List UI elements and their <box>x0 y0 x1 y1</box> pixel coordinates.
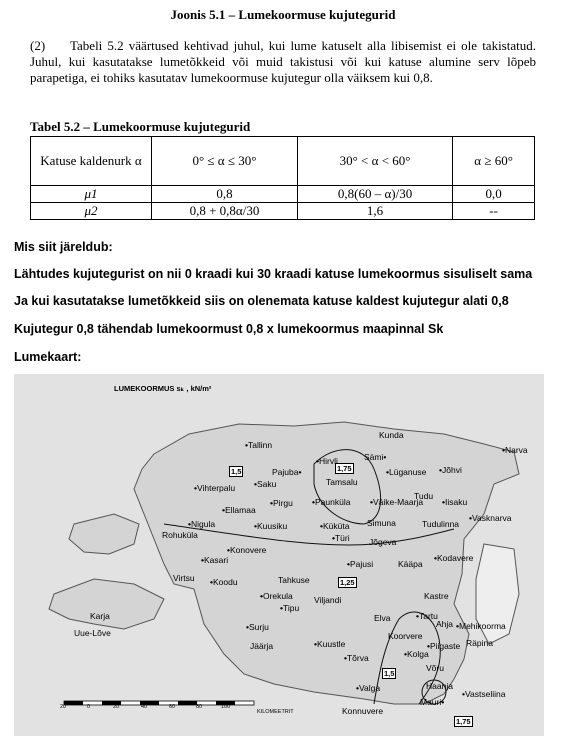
place-label: •Valga <box>356 683 381 693</box>
place-label: Kastre <box>424 591 449 601</box>
map-legend-title: LUMEKOORMUS sₖ , kN/m² <box>114 384 212 393</box>
place-label: Sämi• <box>364 452 387 462</box>
zone-value-badge: 1,5 <box>231 467 242 476</box>
place-label: •Narva <box>502 445 528 455</box>
table-cell: -- <box>453 203 535 220</box>
place-label: Karja <box>90 611 110 621</box>
place-label: •Türi <box>332 533 350 543</box>
place-label: Võru <box>426 663 444 673</box>
scale-tick-label: 20 <box>113 704 120 710</box>
zone-value-badge: 1,5 <box>384 669 395 678</box>
place-label: •Iisaku <box>442 497 468 507</box>
place-label: •Ellamaa <box>222 505 256 515</box>
table-header-cell: 0° ≤ α ≤ 30° <box>152 137 298 186</box>
place-label: Haanja <box>426 681 453 691</box>
table-cell: 0,8 + 0,8α/30 <box>152 203 298 220</box>
table-cell: μ2 <box>31 203 152 220</box>
note-line: Lähtudes kujutegurist on nii 0 kraadi kui 30 kraadi katuse lumekoormus sisuliselt sama <box>14 267 533 281</box>
place-label: •Pajusi <box>347 559 374 569</box>
place-label: Räpina <box>466 638 493 648</box>
place-label: Jäärja <box>250 641 274 651</box>
scale-bar-segment <box>178 701 197 705</box>
place-label: •Orekula <box>260 591 293 601</box>
table-header-row <box>31 137 535 186</box>
place-label: •Kuusiku <box>254 521 288 531</box>
coefficient-table <box>30 136 535 220</box>
scale-tick-label: 60 <box>169 704 176 710</box>
place-label: Simuna <box>367 518 396 528</box>
place-label: •Vasknarva <box>469 513 512 523</box>
place-label: Viljandi <box>314 595 342 605</box>
place-label: •Lüganuse <box>386 467 427 477</box>
place-label: •Tõrva <box>344 653 369 663</box>
table-header-cell: 30° < α < 60° <box>297 137 452 186</box>
island-hiiumaa <box>69 514 139 554</box>
scale-tick-label: 80 <box>196 704 203 710</box>
paragraph-number: (2) <box>30 38 46 53</box>
place-label: •Hirvli <box>316 456 338 466</box>
place-label: Mauri• <box>420 697 445 707</box>
table-header-cell: Katuse kaldenurk α <box>31 137 152 186</box>
place-label: Pajuba• <box>272 467 302 477</box>
place-label: Elva <box>374 613 391 623</box>
place-label: •Vihterpalu <box>194 483 236 493</box>
note-line: Lumekaart: <box>14 350 82 364</box>
place-label: Tamsalu <box>326 477 358 487</box>
place-label: •Paunküla <box>312 497 351 507</box>
table-cell: μ1 <box>31 186 152 203</box>
paragraph-text: Tabeli 5.2 väärtused kehtivad juhul, kui lume katuselt alla libisemist ei ole takistatud. Juhul, kui kasutatakse lumetõkkeid või muid takistusi või kui katuse alumine serv lõpeb parapetiga, ei tohiks kasutatav lumekoormuse kujutegur olla väiksem kui 0,8. <box>30 38 536 85</box>
place-label: •Piigaste <box>427 641 461 651</box>
table-row <box>31 203 535 220</box>
scale-tick-label: 40 <box>141 704 148 710</box>
place-label: •Väike-Maarja <box>370 497 424 507</box>
note-line: Mis siit järeldub: <box>14 240 113 254</box>
place-label: Virtsu <box>173 573 195 583</box>
place-label: •Tartu <box>416 611 438 621</box>
place-label: •Tipu <box>280 603 300 613</box>
place-label: Ahja <box>436 619 454 629</box>
note-line: Ja kui kasutatakse lumetõkkeid siis on olenemata katuse kaldest kujutegur alati 0,8 <box>14 294 509 308</box>
scale-unit-label: KILOMEETRIT <box>257 709 294 715</box>
scale-tick-label: 20 <box>60 704 67 710</box>
place-label: •Tallinn <box>245 440 273 450</box>
place-label: Rohuküla <box>162 530 198 540</box>
note-line: Kujutegur 0,8 tähendab lumekoormust 0,8 x lumekoormus maapinnal Sk <box>14 322 444 336</box>
table-cell: 1,6 <box>297 203 452 220</box>
paragraph <box>30 38 536 86</box>
place-label: Jõgeva <box>369 537 397 547</box>
place-label: •Kasari <box>201 555 229 565</box>
place-label: •Mehikoorma <box>456 621 506 631</box>
place-label: •Kodavere <box>434 553 474 563</box>
island-saaremaa <box>49 579 164 629</box>
place-label: •Pirgu <box>270 498 293 508</box>
table-header-cell: α ≥ 60° <box>453 137 535 186</box>
place-label: Konnuvere <box>342 706 384 716</box>
snow-load-map <box>14 374 544 736</box>
table-cell: 0,8 <box>152 186 298 203</box>
table-cell: 0,0 <box>453 186 535 203</box>
place-label: •Kolga <box>404 649 429 659</box>
place-label: •Konovere <box>227 545 267 555</box>
scale-tick-label: 0 <box>87 704 91 710</box>
figure-heading: Joonis 5.1 – Lumekoormuse kujutegurid <box>170 7 396 22</box>
place-label: Kääpa <box>398 559 423 569</box>
zone-value-badge: 1,25 <box>340 578 355 587</box>
table-cell: 0,8(60 – α)/30 <box>297 186 452 203</box>
place-label: •Jõhvi <box>439 465 462 475</box>
place-label: Uue-Lõve <box>74 628 111 638</box>
place-label: •Kuustle <box>314 639 346 649</box>
zone-value-badge: 1,75 <box>337 464 352 473</box>
table-row <box>31 186 535 203</box>
place-label: •Nigula <box>188 519 216 529</box>
place-label: •Saku <box>254 479 277 489</box>
place-label: Kunda <box>379 430 404 440</box>
place-label: •Surju <box>246 622 269 632</box>
place-label: •Vastseliina <box>462 689 506 699</box>
place-label: Koorvere <box>388 631 423 641</box>
place-label: Tudu <box>414 491 434 501</box>
place-label: Tahkuse <box>278 575 310 585</box>
zone-value-badge: 1,75 <box>456 717 471 726</box>
place-label: •Koodu <box>210 577 238 587</box>
table-caption: Tabel 5.2 – Lumekoormuse kujutegurid <box>30 119 251 134</box>
place-label: •Küküta <box>320 521 350 531</box>
scale-tick-label: 100 <box>221 704 231 710</box>
scale-bar-segment <box>64 701 83 705</box>
place-label: Tudulinna <box>422 519 460 529</box>
